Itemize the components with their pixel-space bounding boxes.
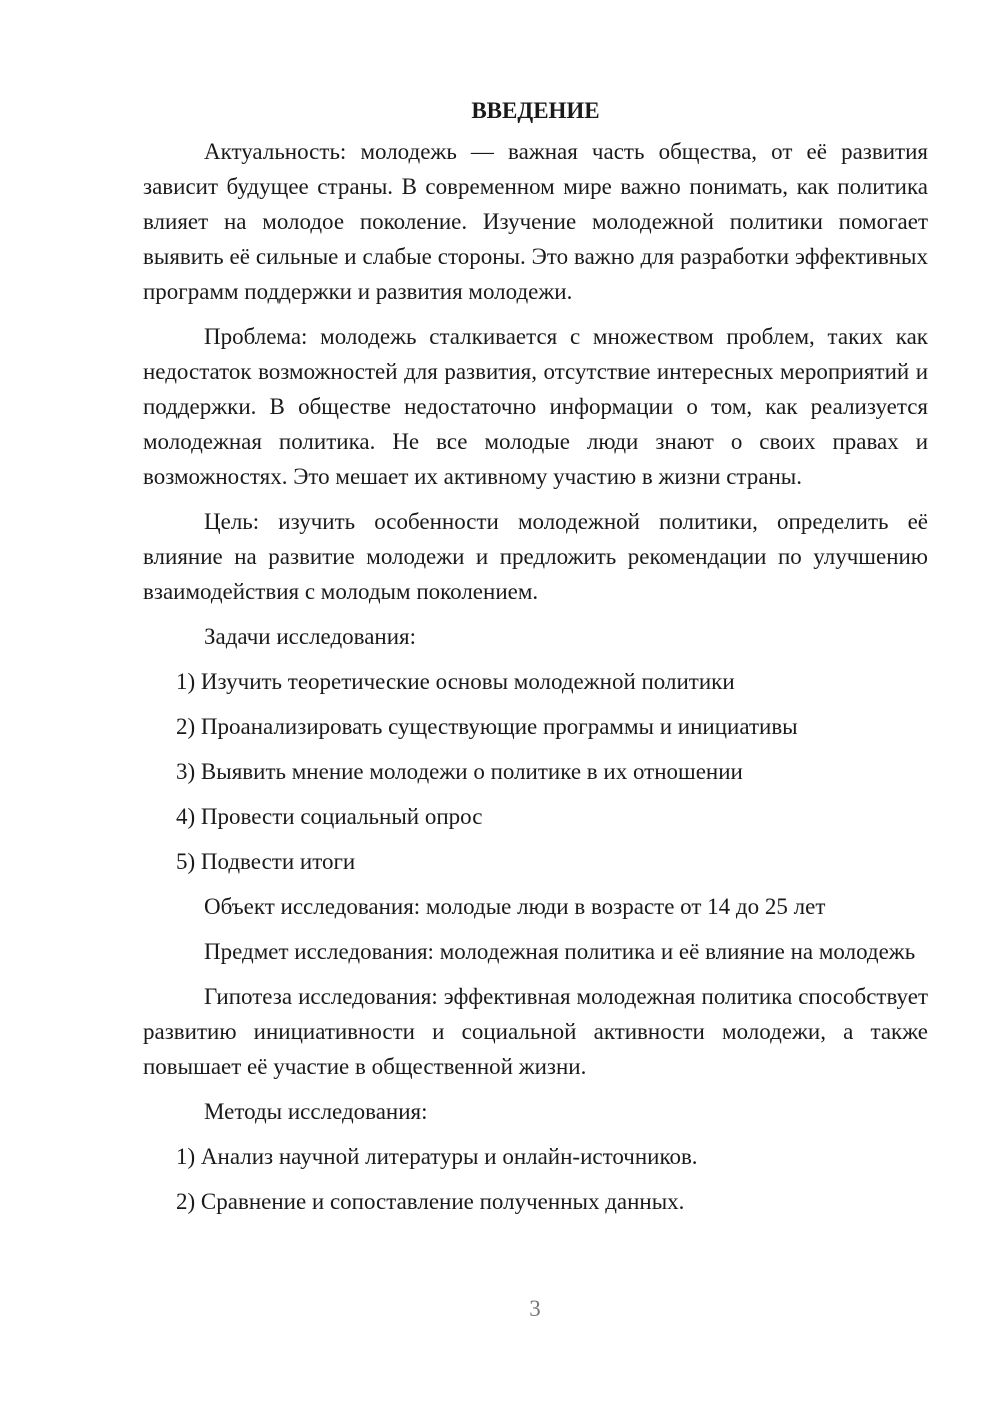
list-item: 2) Проанализировать существующие программы и инициативы <box>176 714 798 739</box>
subject-paragraph: Предмет исследования: молодежная политика и её влияние на молодежь <box>204 939 916 964</box>
list-item: 4) Провести социальный опрос <box>176 804 483 829</box>
list-item: 1) Анализ научной литературы и онлайн-источников. <box>176 1144 698 1169</box>
section-title: ВВЕДЕНИЕ <box>471 98 600 123</box>
object-paragraph: Объект исследования: молодые люди в возрасте от 14 до 25 лет <box>204 894 826 919</box>
methods-heading: Методы исследования: <box>204 1099 428 1124</box>
relevance-paragraph: Актуальность: молодежь — важная часть общества, от её развития зависит будущее страны. В современном мире важно понимать, как политика влияет на молодое поколение. Изучение молодежной политики помогает выявить её сильные и слабые стороны. Это важно для разработки эффективных программ поддержки и развития молодежи. <box>143 139 928 304</box>
tasks-heading: Задачи исследования: <box>204 624 417 649</box>
document-page <box>143 93 928 1229</box>
page-number: 3 <box>529 1296 541 1321</box>
list-item: 1) Изучить теоретические основы молодежной политики <box>176 669 735 694</box>
goal-paragraph: Цель: изучить особенности молодежной политики, определить её влияние на развитие молодежи и предложить рекомендации по улучшению взаимодействия с молодым поколением. <box>143 509 928 604</box>
problem-paragraph: Проблема: молодежь сталкивается с множеством проблем, таких как недостаток возможностей для развития, отсутствие интересных мероприятий и поддержки. В обществе недостаточно информации о том, как реализуется молодежная политика. Не все молодые люди знают о своих правах и возможностях. Это мешает их активному участию в жизни страны. <box>143 324 928 489</box>
methods-list <box>143 1139 928 1219</box>
hypothesis-paragraph: Гипотеза исследования: эффективная молодежная политика способствует развитию инициативности и социальной активности молодежи, а также повышает её участие в общественной жизни. <box>143 984 928 1079</box>
list-item: 2) Сравнение и сопоставление полученных данных. <box>176 1189 685 1214</box>
list-item: 3) Выявить мнение молодежи о политике в их отношении <box>176 759 743 784</box>
list-item: 5) Подвести итоги <box>176 849 356 874</box>
tasks-list <box>143 664 928 879</box>
